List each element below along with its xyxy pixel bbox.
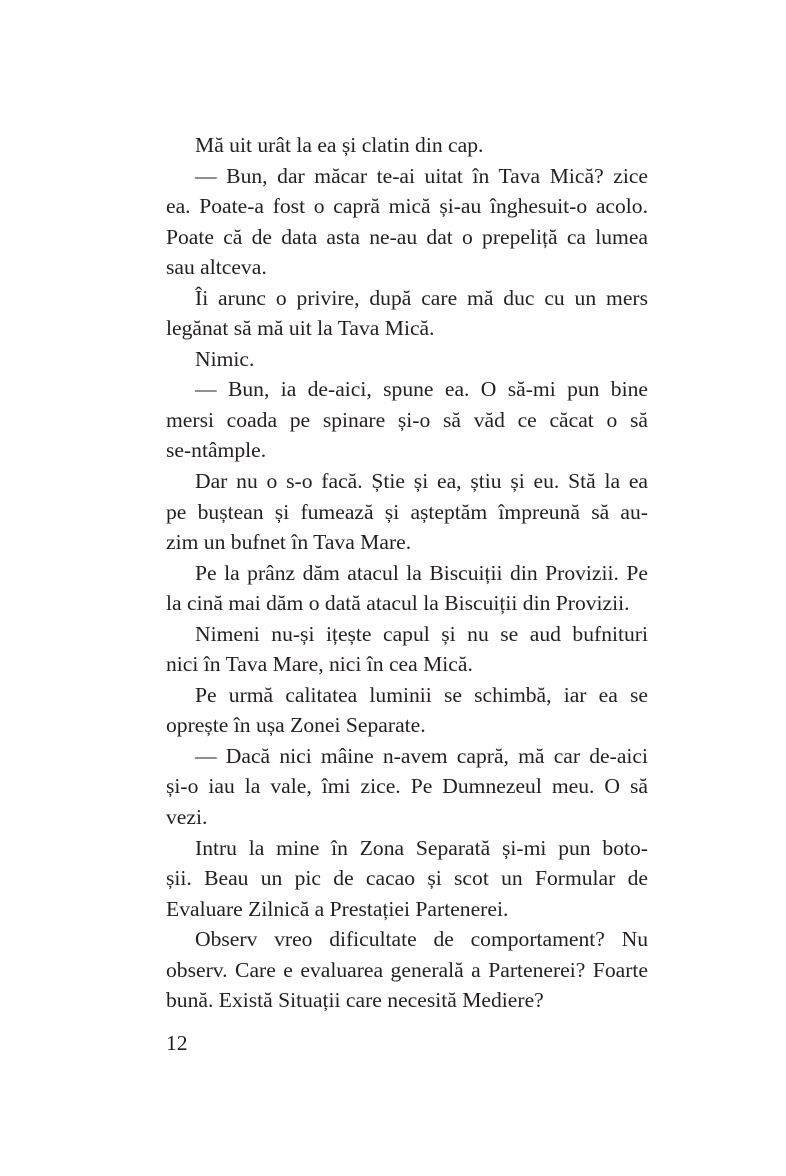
paragraph — [166, 130, 648, 161]
text-line: mersi coada pe spinare și-o să văd ce căcat o să — [166, 407, 648, 432]
page-number: 12 — [166, 1031, 188, 1055]
text-line: zim un bufnet în Tava Mare. — [166, 530, 412, 555]
text-line: sau altceva. — [166, 255, 267, 280]
text-line: vezi. — [166, 805, 208, 830]
paragraph — [166, 741, 648, 833]
paragraph — [166, 161, 648, 283]
text-line: Evaluare Zilnică a Prestației Partenerei. — [166, 896, 509, 921]
text-line: Pe urmă calitatea luminii se schimbă, iar ea se — [195, 682, 648, 707]
paragraph — [166, 619, 648, 680]
paragraph — [166, 680, 648, 741]
text-line: bună. Există Situații care necesită Mediere? — [166, 988, 544, 1013]
body-text — [166, 130, 648, 1016]
text-line: legănat să mă uit la Tava Mică. — [166, 316, 435, 341]
text-line: observ. Care e evaluarea generală a Partenerei? Foarte — [166, 957, 648, 982]
text-line: Dar nu o s-o facă. Știe și ea, știu și eu. Stă la ea — [195, 469, 648, 494]
text-line: Îi arunc o privire, după care mă duc cu un mers — [195, 285, 648, 310]
text-line: — Dacă nici mâine n-avem capră, mă car de-aici — [195, 743, 648, 768]
text-line: ea. Poate-a fost o capră mică și-au înghesuit-o acolo. — [166, 194, 648, 219]
paragraph — [166, 374, 648, 466]
text-line: pe buștean și fumează și așteptăm împreună să au- — [166, 499, 648, 524]
paragraph — [166, 283, 648, 344]
text-line: Poate că de data asta ne-au dat o prepeliță ca lumea — [166, 224, 648, 249]
text-line: — Bun, ia de-aici, spune ea. O să-mi pun bine — [195, 377, 648, 402]
text-line: șii. Beau un pic de cacao și scot un Formular de — [166, 866, 648, 891]
text-line: Nimic. — [195, 346, 255, 371]
text-line: Nimeni nu-și ițește capul și nu se aud bufnituri — [195, 621, 648, 646]
text-line: oprește în ușa Zonei Separate. — [166, 713, 426, 738]
text-line: Pe la prânz dăm atacul la Biscuiții din Provizii. Pe — [195, 560, 648, 585]
paragraph — [166, 924, 648, 1016]
paragraph — [166, 558, 648, 619]
paragraph — [166, 466, 648, 558]
text-line: la cină mai dăm o dată atacul la Biscuiții din Provizii. — [166, 591, 630, 616]
text-line: Mă uit urât la ea și clatin din cap. — [195, 133, 484, 157]
text-line: nici în Tava Mare, nici în cea Mică. — [166, 652, 473, 677]
paragraph — [166, 833, 648, 925]
text-line: se-ntâmple. — [166, 438, 267, 463]
paragraph — [166, 344, 648, 375]
text-line: — Bun, dar măcar te-ai uitat în Tava Mică? zice — [195, 163, 648, 188]
text-line: Observ vreo dificultate de comportament? Nu — [195, 927, 648, 952]
text-line: Intru la mine în Zona Separată și-mi pun boto- — [195, 835, 648, 860]
text-line: și-o iau la vale, îmi zice. Pe Dumnezeul meu. O să — [166, 774, 648, 799]
